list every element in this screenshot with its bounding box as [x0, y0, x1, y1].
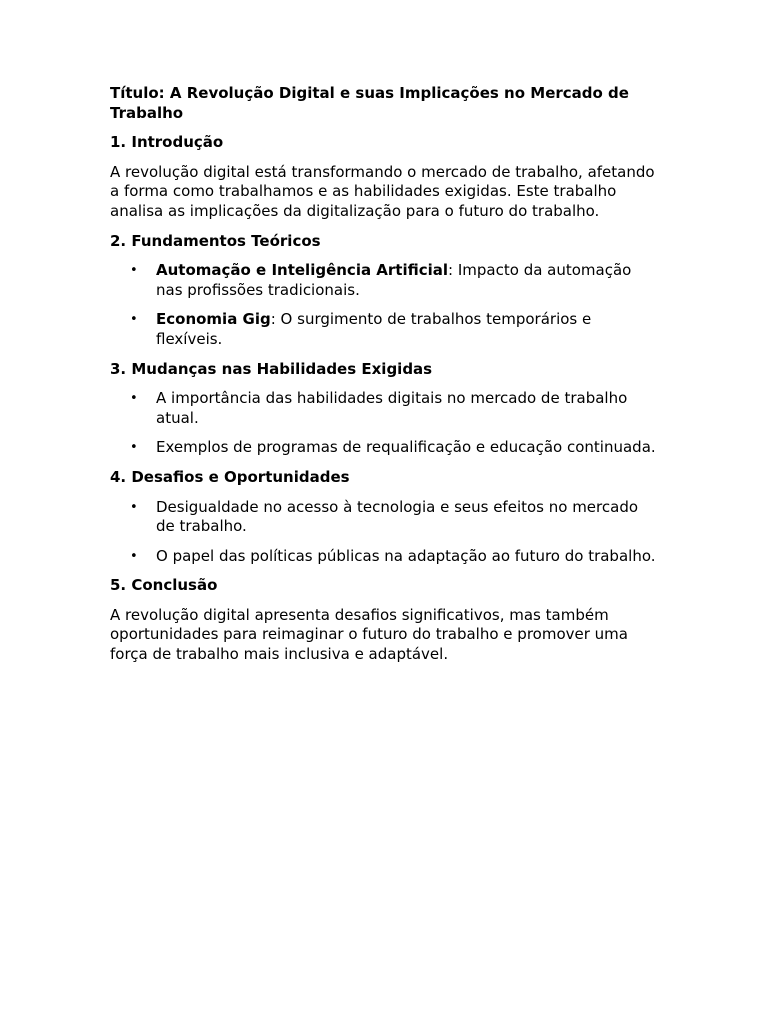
section-heading-mudancas: 3. Mudanças nas Habilidades Exigidas [110, 359, 433, 378]
list-item [110, 261, 658, 300]
list-item [110, 547, 658, 567]
bullet-icon: • [130, 391, 138, 407]
bullet-icon: • [130, 440, 138, 456]
bullet-icon: • [130, 548, 138, 564]
list-item-term: Automação e Inteligência Artificial [156, 261, 449, 280]
bullet-icon: • [130, 499, 138, 515]
document-title: Título: A Revolução Digital e suas Implicações no Mercado de Trabalho [110, 84, 629, 122]
list-item [110, 498, 658, 537]
section-heading-desafios: 4. Desafios e Oportunidades [110, 467, 350, 486]
list-item-text: : Impacto da automação nas profissões tradicionais. [156, 261, 632, 299]
list-desafios [110, 498, 658, 567]
bullet-icon: • [130, 263, 138, 279]
section-heading-conclusao: 5. Conclusão [110, 576, 218, 595]
bullet-icon: • [130, 312, 138, 328]
list-item-text: : O surgimento de trabalhos temporários e flexíveis. [156, 310, 592, 348]
list-item-text: Desigualdade no acesso à tecnologia e seus efeitos no mercado de trabalho. [156, 497, 639, 536]
section-paragraph-conclusao: A revolução digital apresenta desafios significativos, mas também oportunidades para reimaginar o futuro do trabalho e promover uma força de trabalho mais inclusiva e adaptável. [110, 605, 628, 664]
list-item [110, 310, 658, 349]
list-item-text: Exemplos de programas de requalificação e educação continuada. [156, 438, 656, 457]
section-heading-introducao: 1. Introdução [110, 133, 224, 152]
section-paragraph-introducao: A revolução digital está transformando o mercado de trabalho, afetando a forma como trabalhamos e as habilidades exigidas. Este trabalho analisa as implicações da digitalização para o futuro do trabalho. [110, 162, 655, 220]
list-item-text: A importância das habilidades digitais no mercado de trabalho atual. [156, 389, 628, 427]
list-fundamentos [110, 261, 658, 349]
list-item-text: O papel das políticas públicas na adaptação ao futuro do trabalho. [156, 546, 656, 565]
list-mudancas [110, 389, 658, 458]
list-item [110, 389, 658, 428]
list-item-term: Economia Gig [156, 310, 271, 329]
list-item [110, 438, 658, 458]
section-heading-fundamentos: 2. Fundamentos Teóricos [110, 231, 321, 250]
